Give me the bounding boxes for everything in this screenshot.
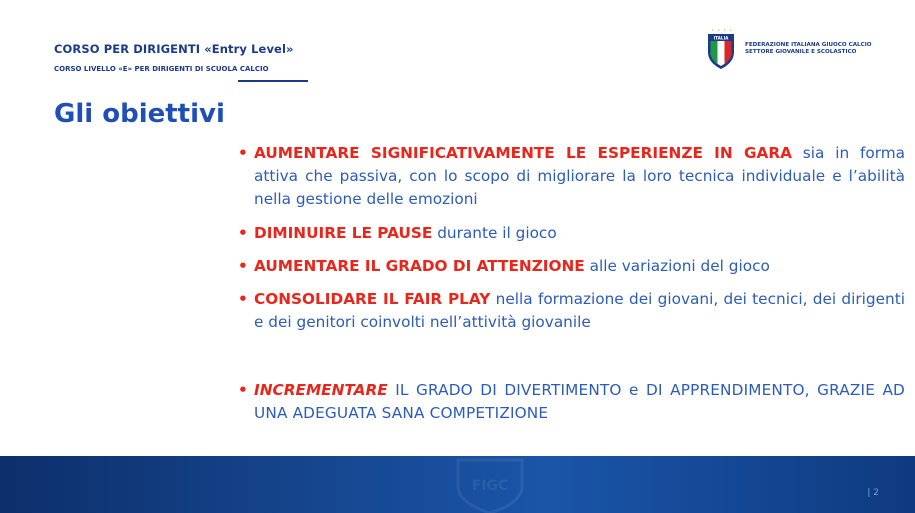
watermark-text: FIGC [471,478,509,494]
bullet-icon: • [238,381,248,399]
course-subtitle: CORSO LIVELLO «E» PER DIRIGENTI DI SCUOLA CALCIO [54,65,269,73]
objective-text: nella formazione dei giovani, dei tecnici, dei dirigenti e dei genitori coinvolti nell’attività giovanile [254,290,905,331]
bullet-icon: • [238,224,248,242]
objective-text: sia in forma attiva che passiva, con lo scopo di migliorare la loro tecnica individuale e l’abilità nella gestione delle emozioni [254,144,905,208]
objective-item-5 [238,379,905,425]
objectives-list [238,142,905,425]
course-title: CORSO PER DIRIGENTI «Entry Level» [54,42,294,56]
objective-item-3 [238,255,905,278]
figc-shield-icon [706,26,736,70]
page-title: Gli obiettivi [54,99,225,129]
objective-item-2 [238,222,905,245]
objective-text: alle variazioni del gioco [584,257,770,275]
federation-sector: SETTORE GIOVANILE E SCOLASTICO [745,49,857,55]
objective-highlight: INCREMENTARE [254,381,388,399]
objective-highlight: AUMENTARE SIGNIFICATIVAMENTE LE ESPERIENZE IN GARA [254,144,792,162]
bullet-icon: • [238,144,248,162]
objective-item-4 [238,288,905,334]
objective-item-1 [238,142,905,211]
objective-highlight: CONSOLIDARE IL FAIR PLAY [254,290,491,308]
bullet-icon: • [238,290,248,308]
federation-name: FEDERAZIONE ITALIANA GIUOCO CALCIO [745,42,872,48]
objective-text: IL GRADO DI DIVERTIMENTO e DI APPRENDIMENTO, GRAZIE AD UNA ADEGUATA SANA COMPETIZIONE [254,381,905,422]
footer-band [0,456,915,513]
objective-text: durante il gioco [432,224,557,242]
logo-text: ITALIA [713,35,729,41]
figc-watermark-icon [440,456,540,513]
header-divider [238,80,308,82]
bullet-icon: • [238,257,248,275]
page-number: | 2 [867,488,879,498]
objective-highlight: AUMENTARE IL GRADO DI ATTENZIONE [254,257,585,275]
objective-highlight: DIMINUIRE LE PAUSE [254,224,433,242]
